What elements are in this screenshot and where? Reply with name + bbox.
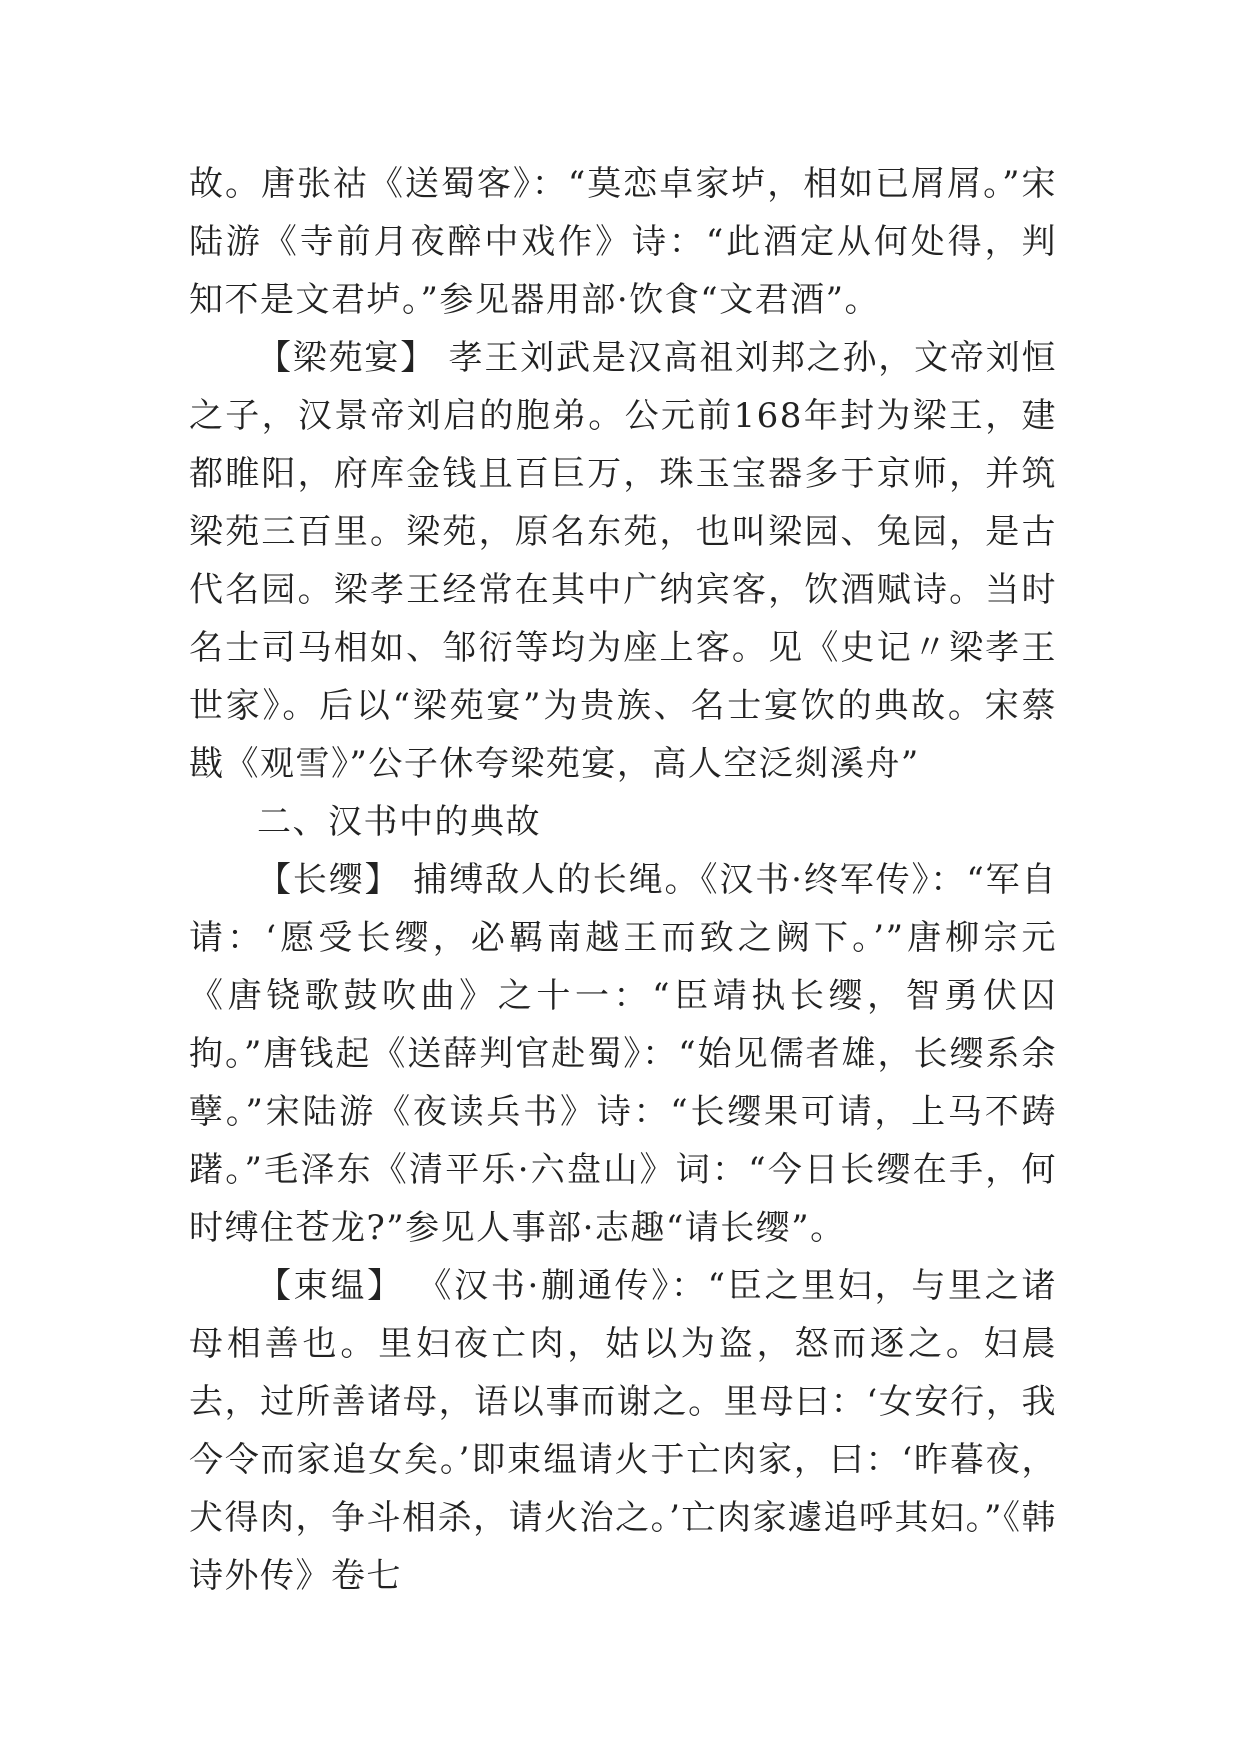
paragraph-changying: 【长缨】 捕缚敌人的长绳。《汉书·终军传》：“军自请：‘愿受长缨，必羁南越王而致之阙下。’”唐柳宗元《唐铙歌鼓吹曲》之十一：“臣靖执长缨，智勇伏囚拘。”唐钱起《送薛判官赴蜀》：“始见儒者雄，长缨系余孽。”宋陆游《夜读兵书》诗：“长缨果可请，上马不踌躇。”毛泽东《清平乐·六盘山》词：“今日长缨在手，何时缚住苍龙?”参见人事部·志趣“请长缨”。 — [189, 860, 1057, 1248]
paragraph-shuyun: 【束缊】 《汉书·蒯通传》：“臣之里妇，与里之诸母相善也。里妇夜亡肉，姑以为盗，怒而逐之。妇晨去，过所善诸母，语以事而谢之。里母曰：‘女安行，我今令而家追女矣。’即束缊请火于亡肉家，曰：‘昨暮夜，犬得肉，争斗相杀，请火治之。’亡肉家遽追呼其妇。”《韩诗外传》卷七 — [189, 1266, 1057, 1596]
document-body — [189, 155, 1057, 1605]
paragraph-wenjun-continued: 故。唐张祜《送蜀客》：“莫恋卓家垆，相如已屑屑。”宋陆游《寺前月夜醉中戏作》诗：“此酒定从何处得，判知不是文君垆。”参见器用部·饮食“文君酒”。 — [189, 164, 1057, 320]
section-heading-hanshu: 二、汉书中的典故 — [257, 802, 541, 842]
paragraph-liangyuan-yan: 【梁苑宴】 孝王刘武是汉高祖刘邦之孙，文帝刘恒之子，汉景帝刘启的胞弟。公元前168年封为梁王，建都睢阳，府库金钱且百巨万，珠玉宝器多于京师，并筑梁苑三百里。梁苑，原名东苑，也叫梁园、兔园，是古代名园。梁孝王经常在其中广纳宾客，饮酒赋诗。当时名士司马相如、邹衍等均为座上客。见《史记〃梁孝王世家》。后以“梁苑宴”为贵族、名士宴饮的典故。宋蔡戡《观雪》”公子休夸梁苑宴，高人空泛剡溪舟” — [189, 338, 1057, 784]
